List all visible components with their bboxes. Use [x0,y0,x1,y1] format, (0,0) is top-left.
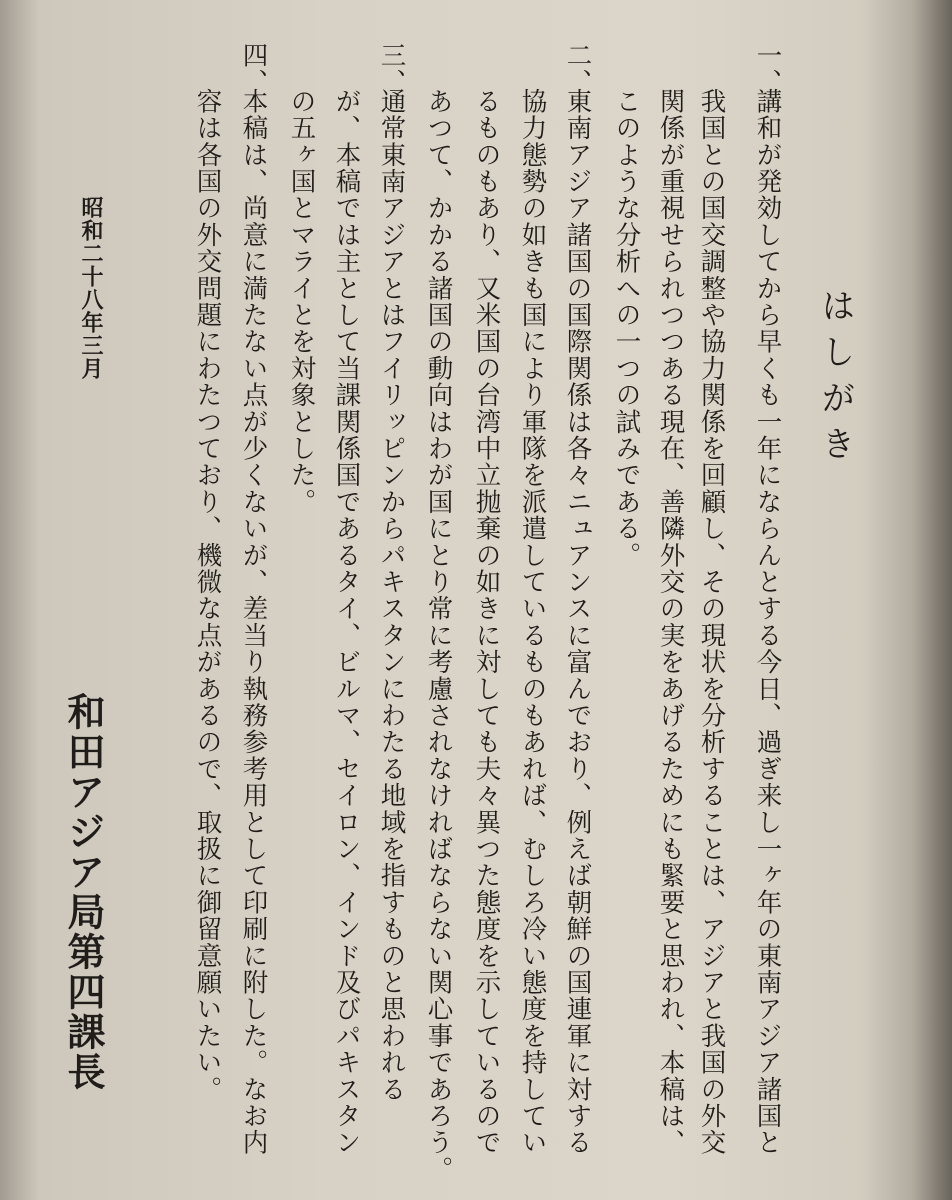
item-2-line-4: あつて、かかる諸国の動向はわが国にとり常に考慮されなければならない関心事であろう。 [423,88,454,1183]
item-1-line-4: このような分析への一つの試みである。 [611,88,642,569]
item-3-line-1: 通常東南アジアとはフイリッピンからパキスタンにわたる地域を指すものと思われる [376,88,407,1103]
book-spine-shadow [862,0,952,1200]
item-number-4: 四、 [238,42,269,95]
item-number-1: 一、 [752,42,783,95]
item-1-line-3: 関係が重視せられつつある現在、善隣外交の実をあげるためにも緊要と思われ、本稿は、 [655,88,686,1156]
item-3-line-3: の五ヶ国とマライとを対象とした。 [286,88,317,516]
item-4-line-2: 容は各国の外交問題にわたつており、機微な点があるので、取扱に御留意願いたい。 [192,88,223,1103]
item-1-line-1: 講和が発効してから早くも一年にならんとする今日、過ぎ来し一ヶ年の東南アジア諸国と [752,88,783,1156]
item-2-line-3: るものもあり、又米国の台湾中立抛棄の如きに対しても夫々異つた態度を示しているので [471,88,502,1156]
item-1-line-2: 我国との国交調整や協力関係を回顧し、その現状を分析することは、アジアと我国の外交 [696,88,727,1156]
item-2-line-2: 協力態勢の如きも国により軍隊を派遣しているものもあれば、むしろ冷い態度を持してい [517,88,548,1156]
page-edge-shadow [0,0,40,1200]
item-number-2: 二、 [562,42,593,95]
item-4-line-1: 本稿は、尚意に満たない点が少くないが、差当り執務参考用として印刷に附した。なお内 [238,88,269,1156]
item-2-line-1: 東南アジア諸国の国際関係は各々ニュアンスに富んでおり、例えば朝鮮の国連軍に対する [562,88,593,1156]
document-date: 昭和二十八年三月 [78,196,104,380]
author-signature: 和田アジア局第四課長 [61,692,106,1092]
page-title: はしがき [815,288,855,472]
item-3-line-2: が、本稿では主として当課関係国であるタイ、ビルマ、セイロン、インド及びパキスタン [331,88,362,1156]
item-number-3: 三、 [376,42,407,95]
